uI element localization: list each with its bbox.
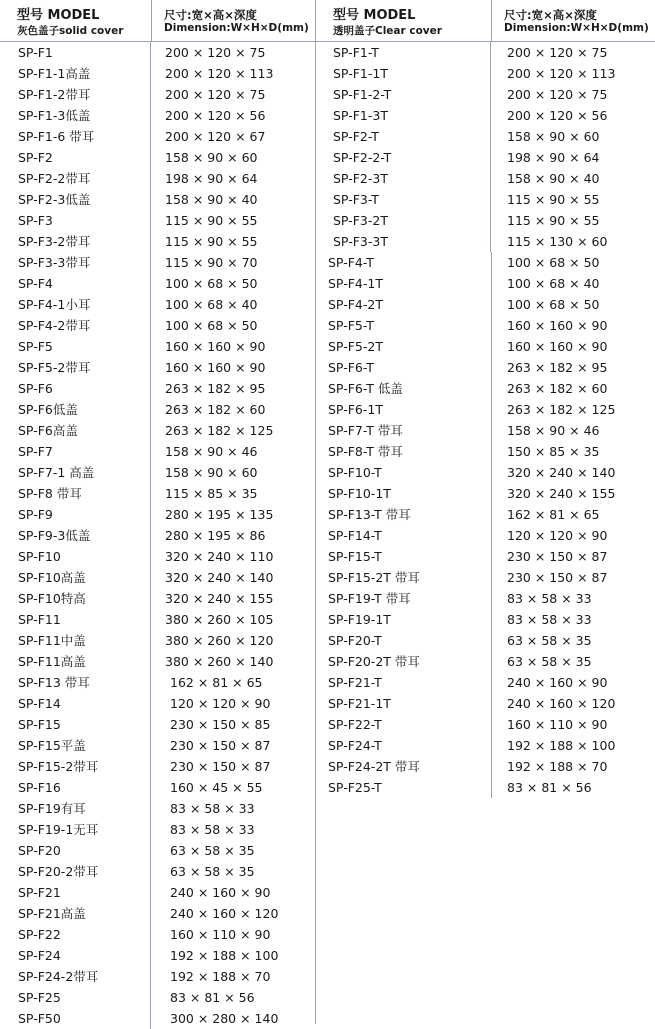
model-cell: SP-F3-3带耳: [0, 252, 151, 273]
model-cell: SP-F13-T 带耳: [328, 507, 411, 522]
table-row: [0, 84, 316, 105]
dimension-header-cell: [492, 0, 655, 41]
dimension-cell: 158 × 90 × 60: [165, 465, 258, 480]
table-row: [316, 714, 655, 735]
dimension-cell: 320 × 240 × 140: [165, 570, 274, 585]
table-row: [316, 588, 655, 609]
table-row: [0, 861, 316, 882]
model-cell: SP-F6-1T: [328, 402, 383, 417]
dimension-cell: 160 × 160 × 90: [165, 339, 266, 354]
dimension-cell: 120 × 120 × 90: [491, 525, 654, 546]
dimension-cell: 160 × 45 × 55: [170, 780, 263, 795]
model-cell: SP-F25-T: [328, 780, 382, 795]
table-row: [0, 987, 316, 1008]
table-row: [316, 294, 655, 315]
model-cell: SP-F6-T: [328, 360, 374, 375]
dimension-cell: 263 × 182 × 125: [491, 399, 654, 420]
model-cell: SP-F5-T: [328, 318, 374, 333]
model-cell: SP-F20-2T 带耳: [328, 654, 420, 669]
dimension-cell: 115 × 90 × 55: [165, 234, 258, 249]
model-cell: SP-F6-T 低盖: [328, 381, 403, 396]
model-cell: SP-F4-1小耳: [0, 294, 151, 315]
table-header: [0, 0, 316, 42]
table-row: [316, 252, 655, 273]
dimension-cell: 230 × 150 × 85: [170, 717, 271, 732]
dimension-header-cell: [152, 0, 316, 41]
table-row: [316, 84, 655, 105]
model-cell: SP-F22-T: [328, 717, 382, 732]
model-cell: SP-F8-T 带耳: [328, 444, 403, 459]
model-cell: SP-F1-T: [316, 42, 491, 63]
dimension-cell: 200 × 120 × 75: [507, 45, 608, 60]
model-cell: SP-F21-1T: [328, 696, 391, 711]
model-cell: SP-F4-2带耳: [0, 315, 151, 336]
model-cell: SP-F11: [0, 609, 151, 630]
model-cell: SP-F8 带耳: [0, 483, 151, 504]
model-cell: SP-F15: [0, 714, 151, 735]
dimension-cell: 320 × 240 × 155: [165, 591, 274, 606]
dimension-cell: 200 × 120 × 113: [165, 66, 274, 81]
table-row: [0, 378, 316, 399]
table-body: [0, 42, 316, 1029]
table-row: [0, 777, 316, 798]
model-cell: SP-F9: [0, 504, 151, 525]
dimension-cell: 63 × 58 × 35: [170, 843, 255, 858]
dimension-cell: 240 × 160 × 120: [491, 693, 654, 714]
model-cell: SP-F1-3T: [316, 105, 491, 126]
model-cell: SP-F14: [0, 693, 151, 714]
model-cell: SP-F15平盖: [0, 735, 151, 756]
table-row: [316, 63, 655, 84]
table-row: [0, 546, 316, 567]
table-row: [0, 630, 316, 651]
table-row: [0, 168, 316, 189]
table-row: [0, 315, 316, 336]
table-row: [0, 798, 316, 819]
model-cell: SP-F1-2-T: [316, 84, 491, 105]
table-row: [0, 252, 316, 273]
table-body: [316, 42, 655, 798]
table-row: [316, 105, 655, 126]
dimension-cell: 320 × 240 × 155: [491, 483, 654, 504]
dimension-header-title: 尺寸:宽×高×深度: [504, 8, 597, 22]
dimension-cell: 160 × 160 × 90: [491, 336, 654, 357]
table-row: [316, 315, 655, 336]
dimension-cell: 380 × 260 × 105: [165, 612, 274, 627]
table-row: [316, 483, 655, 504]
model-cell: SP-F21-T: [328, 675, 382, 690]
model-cell: SP-F11中盖: [0, 630, 151, 651]
model-cell: SP-F6低盖: [0, 399, 151, 420]
dimension-cell: 100 × 68 × 50: [491, 294, 654, 315]
dimension-cell: 83 × 58 × 33: [170, 801, 255, 816]
dimension-cell: 240 × 160 × 120: [170, 906, 279, 921]
dimension-cell: 198 × 90 × 64: [507, 150, 600, 165]
table-row: [316, 441, 655, 462]
table-row: [0, 483, 316, 504]
table-row: [316, 231, 655, 252]
table-row: [316, 546, 655, 567]
dimension-cell: 158 × 90 × 46: [491, 420, 654, 441]
dimension-cell: 100 × 68 × 50: [491, 252, 654, 273]
dimension-cell: 160 × 160 × 90: [165, 360, 266, 375]
table-row: [316, 378, 655, 399]
dimension-cell: 115 × 90 × 55: [507, 192, 600, 207]
dimension-cell: 158 × 90 × 40: [165, 192, 258, 207]
model-cell: SP-F4-1T: [328, 276, 383, 291]
model-cell: SP-F10-T: [328, 465, 382, 480]
model-cell: SP-F5-2T: [328, 339, 383, 354]
table-row: [0, 273, 316, 294]
dimension-cell: 200 × 120 × 56: [165, 108, 266, 123]
table-row: [316, 756, 655, 777]
dimension-cell: 230 × 150 × 87: [491, 546, 654, 567]
dimension-cell: 320 × 240 × 110: [165, 549, 274, 564]
table-row: [0, 693, 316, 714]
model-cell: SP-F24-2T 带耳: [328, 759, 420, 774]
model-cell: SP-F15-T: [328, 549, 382, 564]
model-cell: SP-F19有耳: [0, 798, 151, 819]
model-cell: SP-F7-T 带耳: [328, 423, 403, 438]
model-cell: SP-F1-6 带耳: [0, 126, 151, 147]
dimension-cell: 200 × 120 × 75: [165, 87, 266, 102]
model-cell: SP-F4: [0, 273, 151, 294]
dimension-header-title: 尺寸:宽×高×深度: [164, 8, 257, 22]
table-row: [316, 399, 655, 420]
model-cell: SP-F25: [0, 987, 151, 1008]
dimension-cell: 83 × 58 × 33: [491, 588, 654, 609]
model-cell: SP-F6: [0, 378, 151, 399]
model-cell: SP-F20: [0, 840, 151, 861]
dimension-cell: 158 × 90 × 60: [507, 129, 600, 144]
dimension-cell: 120 × 120 × 90: [170, 696, 271, 711]
dimension-cell: 300 × 280 × 140: [170, 1011, 279, 1026]
table-row: [0, 42, 316, 63]
model-cell: SP-F2-3低盖: [0, 189, 151, 210]
model-cell: SP-F16: [0, 777, 151, 798]
dimension-cell: 162 × 81 × 65: [170, 675, 263, 690]
table-row: [0, 672, 316, 693]
model-cell: SP-F4-2T: [328, 297, 383, 312]
table-row: [0, 924, 316, 945]
table-row: [316, 735, 655, 756]
model-cell: SP-F3-3T: [316, 231, 491, 252]
model-cell: SP-F50: [0, 1008, 151, 1029]
dimension-cell: 158 × 90 × 40: [507, 171, 600, 186]
table-row: [0, 399, 316, 420]
model-header-cell: [0, 0, 152, 41]
dimension-cell: 230 × 150 × 87: [170, 759, 271, 774]
dimension-cell: 83 × 58 × 33: [170, 822, 255, 837]
dimension-cell: 230 × 150 × 87: [491, 567, 654, 588]
model-cell: SP-F22: [0, 924, 151, 945]
model-cell: SP-F2-T: [316, 126, 491, 147]
model-cell: SP-F19-1无耳: [0, 819, 151, 840]
dimension-cell: 83 × 81 × 56: [491, 777, 654, 798]
model-cell: SP-F21高盖: [0, 903, 151, 924]
model-cell: SP-F20-T: [328, 633, 382, 648]
dimension-cell: 162 × 81 × 65: [491, 504, 654, 525]
table-row: [316, 420, 655, 441]
table-row: [316, 525, 655, 546]
dimension-cell: 230 × 150 × 87: [170, 738, 271, 753]
model-header-subtitle: 透明盖子Clear cover: [333, 25, 442, 37]
dimension-cell: 320 × 240 × 140: [491, 462, 654, 483]
table-row: [316, 777, 655, 798]
model-cell: SP-F24: [0, 945, 151, 966]
model-cell: SP-F15-2带耳: [0, 756, 151, 777]
dimension-cell: 200 × 120 × 75: [165, 45, 266, 60]
table-row: [316, 273, 655, 294]
dimension-cell: 63 × 58 × 35: [491, 651, 654, 672]
model-cell: SP-F1-1T: [316, 63, 491, 84]
table-row: [316, 336, 655, 357]
dimension-cell: 115 × 85 × 35: [165, 486, 258, 501]
table-row: [316, 189, 655, 210]
table-row: [316, 609, 655, 630]
dimension-cell: 158 × 90 × 46: [165, 444, 258, 459]
dimension-cell: 192 × 188 × 100: [491, 735, 654, 756]
dimension-cell: 192 × 188 × 70: [170, 969, 271, 984]
dimension-cell: 100 × 68 × 50: [165, 318, 258, 333]
table-row: [0, 945, 316, 966]
table-row: [0, 462, 316, 483]
table-row: [0, 735, 316, 756]
table-row: [0, 882, 316, 903]
table-row: [0, 189, 316, 210]
dimension-cell: 100 × 68 × 40: [165, 297, 258, 312]
model-cell: SP-F6高盖: [0, 420, 151, 441]
dimension-cell: 263 × 182 × 95: [491, 357, 654, 378]
model-header-cell: [316, 0, 492, 41]
dimension-cell: 100 × 68 × 40: [491, 273, 654, 294]
table-row: [316, 462, 655, 483]
model-cell: SP-F20-2带耳: [0, 861, 151, 882]
dimension-cell: 263 × 182 × 95: [165, 381, 266, 396]
table-row: [0, 231, 316, 252]
table-row: [0, 567, 316, 588]
table-row: [0, 147, 316, 168]
model-cell: SP-F2: [0, 147, 151, 168]
table-row: [316, 42, 655, 63]
dimension-header-subtitle: Dimension:W×H×D(mm): [504, 22, 649, 34]
dimension-header-subtitle: Dimension:W×H×D(mm): [164, 22, 309, 34]
model-cell: SP-F1-2带耳: [0, 84, 151, 105]
model-cell: SP-F2-2带耳: [0, 168, 151, 189]
model-cell: SP-F13 带耳: [0, 672, 151, 693]
table-row: [316, 504, 655, 525]
dimension-cell: 158 × 90 × 60: [165, 150, 258, 165]
table-row: [0, 588, 316, 609]
table-row: [316, 651, 655, 672]
dimension-cell: 100 × 68 × 50: [165, 276, 258, 291]
table-row: [0, 105, 316, 126]
dimension-cell: 200 × 120 × 67: [165, 129, 266, 144]
dimension-cell: 160 × 110 × 90: [491, 714, 654, 735]
model-header-subtitle: 灰色盖子solid cover: [17, 25, 124, 37]
table-row: [0, 966, 316, 987]
dimension-cell: 192 × 188 × 100: [170, 948, 279, 963]
dimension-cell: 160 × 160 × 90: [491, 315, 654, 336]
model-cell: SP-F5-2带耳: [0, 357, 151, 378]
dimension-cell: 115 × 130 × 60: [507, 234, 608, 249]
table-row: [316, 126, 655, 147]
table-row: [316, 693, 655, 714]
dimension-cell: 380 × 260 × 140: [165, 654, 274, 669]
table-row: [0, 714, 316, 735]
model-cell: SP-F15-2T 带耳: [328, 570, 420, 585]
model-cell: SP-F1-3低盖: [0, 105, 151, 126]
table-row: [0, 504, 316, 525]
dimension-cell: 115 × 90 × 55: [165, 213, 258, 228]
model-cell: SP-F10-1T: [328, 486, 391, 501]
table-row: [316, 672, 655, 693]
model-cell: SP-F2-3T: [316, 168, 491, 189]
model-cell: SP-F3-2T: [316, 210, 491, 231]
table-row: [0, 336, 316, 357]
dimension-cell: 200 × 120 × 75: [507, 87, 608, 102]
dimension-cell: 115 × 90 × 55: [507, 213, 600, 228]
model-cell: SP-F4-T: [328, 255, 374, 270]
model-cell: SP-F24-T: [328, 738, 382, 753]
table-row: [0, 441, 316, 462]
table-row: [316, 147, 655, 168]
model-cell: SP-F3-T: [316, 189, 491, 210]
table-row: [316, 567, 655, 588]
dimension-cell: 115 × 90 × 70: [165, 255, 258, 270]
model-cell: SP-F2-2-T: [316, 147, 491, 168]
table-row: [0, 903, 316, 924]
model-cell: SP-F19-T 带耳: [328, 591, 411, 606]
model-cell: SP-F7-1 高盖: [0, 462, 151, 483]
dimension-cell: 192 × 188 × 70: [491, 756, 654, 777]
table-row: [0, 840, 316, 861]
table-row: [0, 126, 316, 147]
model-cell: SP-F3-2带耳: [0, 231, 151, 252]
model-cell: SP-F24-2带耳: [0, 966, 151, 987]
model-header-title: 型号 MODEL: [333, 8, 416, 23]
dimension-cell: 280 × 195 × 86: [165, 528, 266, 543]
table-row: [316, 168, 655, 189]
model-cell: SP-F21: [0, 882, 151, 903]
dimension-cell: 150 × 85 × 35: [491, 441, 654, 462]
table-row: [316, 357, 655, 378]
table-row: [0, 294, 316, 315]
dimension-cell: 280 × 195 × 135: [165, 507, 274, 522]
solid-cover-table: [0, 0, 316, 1029]
model-cell: SP-F1: [0, 42, 151, 63]
table-row: [0, 609, 316, 630]
table-row: [0, 525, 316, 546]
table-row: [0, 1008, 316, 1029]
model-cell: SP-F1-1高盖: [0, 63, 151, 84]
model-cell: SP-F10高盖: [0, 567, 151, 588]
model-cell: SP-F5: [0, 336, 151, 357]
dimension-cell: 240 × 160 × 90: [170, 885, 271, 900]
model-cell: SP-F19-1T: [328, 612, 391, 627]
dimension-cell: 198 × 90 × 64: [165, 171, 258, 186]
dimension-cell: 380 × 260 × 120: [165, 633, 274, 648]
dimension-cell: 200 × 120 × 113: [507, 66, 616, 81]
dimension-cell: 83 × 81 × 56: [170, 990, 255, 1005]
table-row: [316, 210, 655, 231]
dimension-cell: 160 × 110 × 90: [170, 927, 271, 942]
table-row: [0, 420, 316, 441]
table-row: [316, 630, 655, 651]
dimension-cell: 200 × 120 × 56: [507, 108, 608, 123]
model-cell: SP-F10特高: [0, 588, 151, 609]
model-cell: SP-F10: [0, 546, 151, 567]
model-cell: SP-F11高盖: [0, 651, 151, 672]
table-row: [0, 819, 316, 840]
model-cell: SP-F3: [0, 210, 151, 231]
table-header: [316, 0, 655, 42]
dimension-cell: 263 × 182 × 60: [491, 378, 654, 399]
clear-cover-table: [316, 0, 655, 798]
table-row: [0, 651, 316, 672]
dimension-cell: 263 × 182 × 125: [165, 423, 274, 438]
dimension-cell: 83 × 58 × 33: [491, 609, 654, 630]
model-cell: SP-F7: [0, 441, 151, 462]
model-cell: SP-F9-3低盖: [0, 525, 151, 546]
dimension-cell: 63 × 58 × 35: [170, 864, 255, 879]
dimension-cell: 63 × 58 × 35: [491, 630, 654, 651]
dimension-cell: 263 × 182 × 60: [165, 402, 266, 417]
table-row: [0, 210, 316, 231]
model-header-title: 型号 MODEL: [17, 8, 100, 23]
dimension-cell: 240 × 160 × 90: [491, 672, 654, 693]
table-row: [0, 63, 316, 84]
table-row: [0, 357, 316, 378]
table-row: [0, 756, 316, 777]
model-cell: SP-F14-T: [328, 528, 382, 543]
